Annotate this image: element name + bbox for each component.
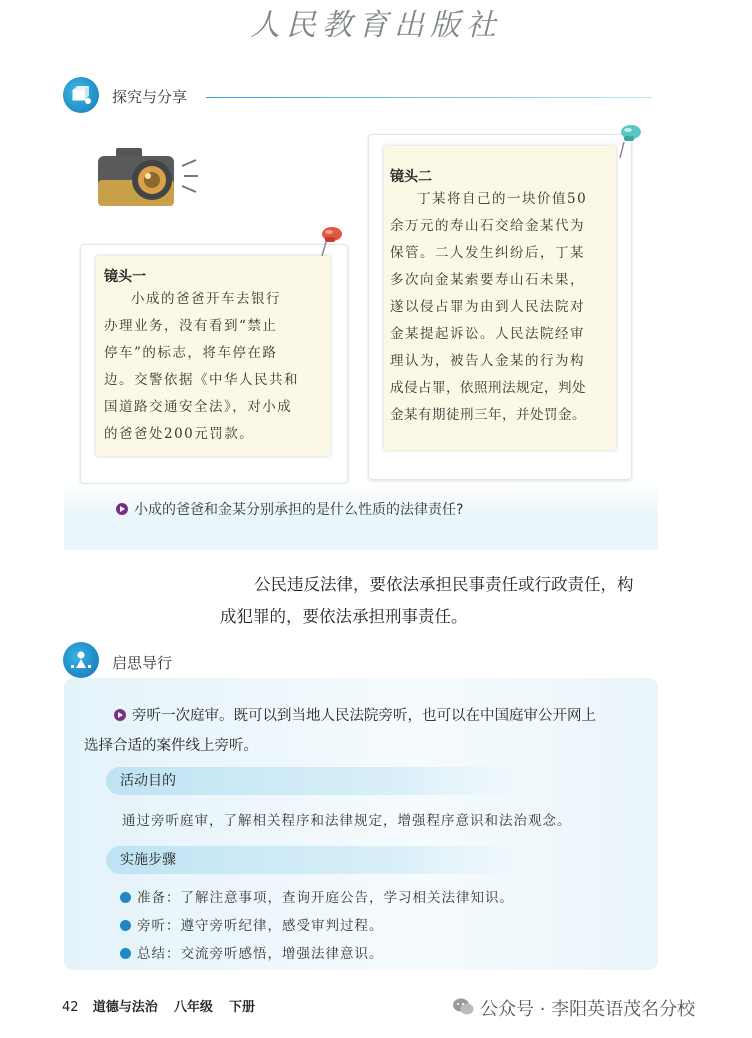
section-divider	[206, 97, 652, 98]
publisher-logo: 人民教育出版社	[250, 8, 502, 43]
case-card-2-line: 保管。二人发生纠纷后，丁某	[390, 245, 585, 261]
case-card-2-title: 镜头二	[390, 169, 432, 185]
case-card-2-line: 金某有期徒刑三年，并处罚金。	[390, 407, 586, 423]
play-bullet-icon	[114, 709, 126, 721]
step-text: 旁听：遵守旁听纪律，感受审判过程。	[137, 918, 384, 934]
case-card-2-line: 丁某将自己的一块价值50	[417, 191, 588, 207]
purpose-text: 通过旁听庭审，了解相关程序和法律规定，增强程序意识和法治观念。	[122, 813, 572, 829]
case-card-1-line: 的爸爸处200元罚款。	[104, 426, 255, 442]
case-card-1-line: 国道路交通安全法》，对小成	[104, 399, 293, 415]
step-item	[120, 886, 514, 906]
section-title-explore: 探究与分享	[112, 88, 188, 106]
teal-pushpin-icon	[614, 122, 644, 160]
step-item	[120, 914, 384, 934]
red-pushpin-icon	[316, 224, 344, 258]
bullet-dot-icon	[120, 948, 131, 959]
step-text: 总结：交流旁听感悟，增强法律意识。	[137, 946, 384, 962]
volume-label: 下册	[229, 1000, 256, 1015]
activity-intro-line-1: 旁听一次庭审。既可以到当地人民法院旁听，也可以在中国庭审公开网上	[132, 708, 596, 724]
case-card-1-line: 停车”的标志，将车停在路	[104, 345, 278, 361]
case-card-2-line: 理认为，被告人金某的行为构	[390, 353, 585, 369]
case-card-2-line: 金某提起诉讼。人民法院经审	[390, 326, 585, 342]
wechat-icon	[452, 997, 474, 1017]
case-card-2-line: 多次向金某索要寿山石未果，	[390, 272, 585, 288]
grade-label: 八年级	[173, 1000, 213, 1015]
case-card-2-paper	[384, 146, 616, 450]
activity-box	[64, 678, 658, 970]
question-text: 小成的爸爸和金某分别承担的是什么性质的法律责任?	[134, 502, 464, 518]
book-title: 道德与法治	[92, 1000, 158, 1015]
case-card-1-paper	[96, 256, 330, 456]
watermark-text: 公众号 · 李阳英语茂名分校	[480, 999, 696, 1020]
case-card-1-line: 小成的爸爸开车去银行	[131, 291, 281, 307]
case-card-2-line: 余万元的寿山石交给金某代为	[390, 218, 585, 234]
case-card-1-title: 镜头一	[104, 269, 146, 285]
explore-share-icon	[63, 77, 99, 113]
activity-intro-line-2: 选择合适的案件线上旁听。	[84, 738, 258, 754]
step-text: 准备：了解注意事项，查询开庭公告，学习相关法律知识。	[137, 890, 514, 906]
case-card-1-line: 边。交警依据《中华人民共和	[104, 372, 299, 388]
guide-icon	[63, 642, 99, 678]
section-title-guide: 启思导行	[112, 654, 173, 672]
step-item	[120, 942, 384, 962]
camera-icon	[96, 144, 200, 210]
case-card-2-line: 遂以侵占罪为由到人民法院对	[390, 299, 585, 315]
summary-line-1: 公民违反法律，要依法承担民事责任或行政责任，构	[254, 575, 634, 594]
case-card-1-line: 办理业务，没有看到“禁止	[104, 318, 278, 334]
page-footer	[62, 996, 255, 1015]
page-number: 42	[62, 1000, 79, 1015]
case-card-2-line: 成侵占罪，依照刑法规定，判处	[390, 380, 586, 396]
question-band	[64, 484, 658, 550]
purpose-label: 活动目的	[106, 767, 520, 795]
steps-label: 实施步骤	[106, 846, 520, 874]
bullet-dot-icon	[120, 920, 131, 931]
play-bullet-icon	[116, 503, 128, 515]
summary-line-2: 成犯罪的，要依法承担刑事责任。	[220, 607, 468, 626]
bullet-dot-icon	[120, 892, 131, 903]
